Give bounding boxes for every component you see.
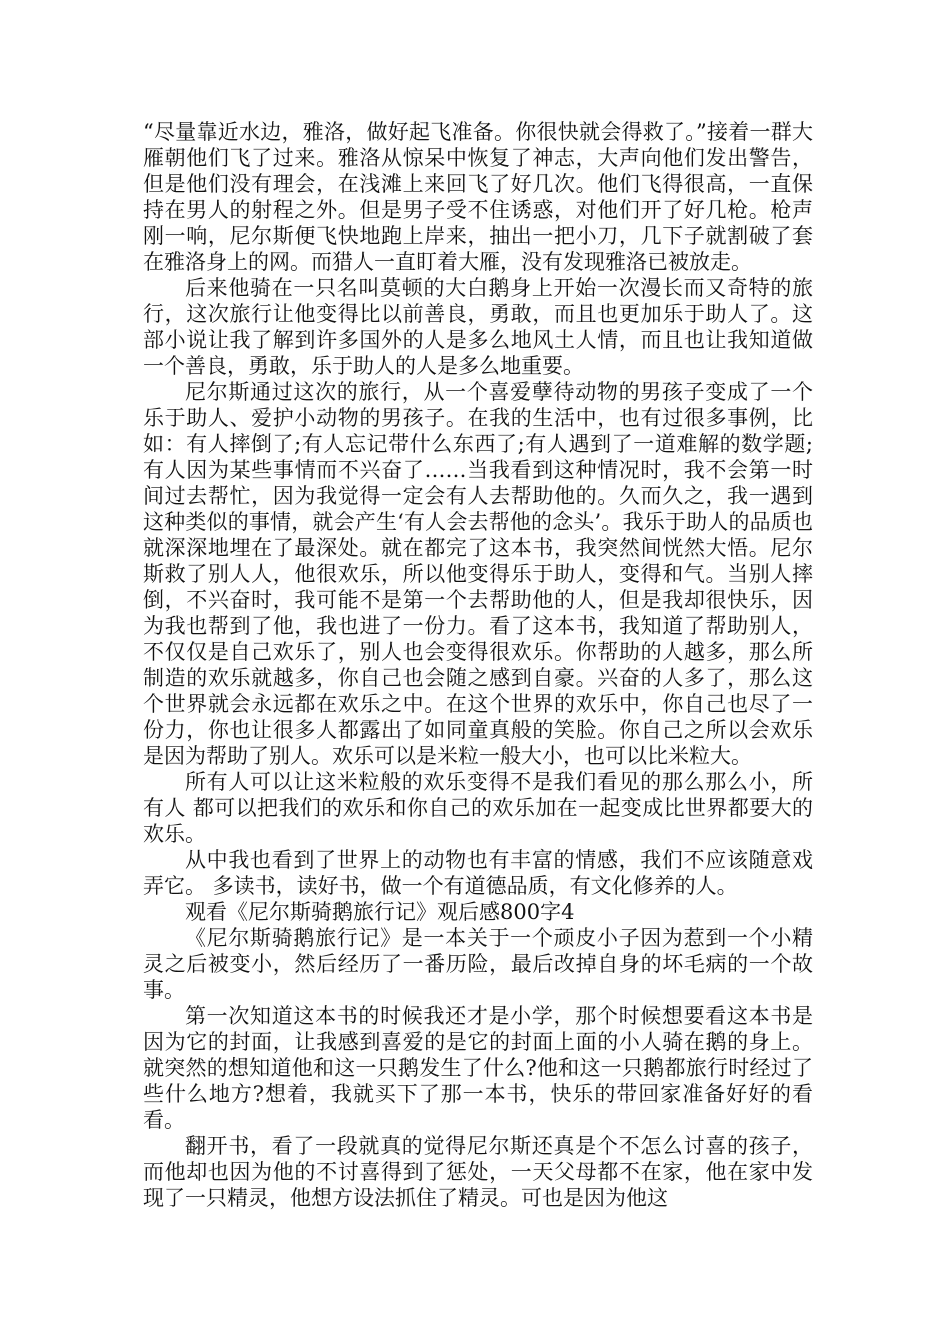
paragraph-3: 尼尔斯通过这次的旅行，从一个喜爱孽待动物的男孩子变成了一个乐于助人、爱护小动物的男孩子。在我的生活中，也有过很多事例，比如：有人摔倒了;有人忘记带什么东西了;有人遇到了一道难解的数学题;有人因为某些事情而不兴奋了……当我看到这种情况时，我不会第一时间过去帮忙，因为我觉得一定会有人去帮助他的。久而久之，我一遇到这种类似的事情，就会产生‘有人会去帮他的念头’。我乐于助人的品质也就深深地埋在了最深处。就在都完了这本书，我突然间恍然大悟。尼尔斯救了别人人，他很欢乐，所以他变得乐于助人，变得和气。当别人摔倒，不兴奋时，我可能不是第一个去帮助他的人，但是我却很快乐，因为我也帮到了他，我也进了一份力。看了这本书，我知道了帮助别人，不仅仅是自己欢乐了，别人也会变得很欢乐。你帮助的人越多，那么所制造的欢乐就越多，你自己也会随之感到自豪。兴奋的人多了，那么这个世界就会永远都在欢乐之中。在这个世界的欢乐中，你自己也尽了一份力，你也让很多人都露出了如同童真般的笑脸。你自己之所以会欢乐是因为帮助了别人。欢乐可以是米粒一般大小，也可以比米粒大。 xyxy=(143,380,813,768)
paragraph-4: 所有人可以让这米粒般的欢乐变得不是我们看见的那么那么小，所有人 都可以把我们的欢乐和你自己的欢乐加在一起变成比世界都要大的欢乐。 xyxy=(143,770,813,846)
paragraph-2: 后来他骑在一只名叫莫顿的大白鹅身上开始一次漫长而又奇特的旅行，这次旅行让他变得比以前善良，勇敢，而且也更加乐于助人了。这部小说让我了解到许多国外的人是多么地风土人情，而且也让我知道做一个善良，勇敢，乐于助人的人是多么地重要。 xyxy=(143,276,813,378)
paragraph-1: “尽量靠近水边，雅洛，做好起飞准备。你很快就会得救了。”接着一群大雁朝他们飞了过来。雅洛从惊呆中恢复了神志，大声向他们发出警告，但是他们没有理会，在浅滩上来回飞了好几次。他们飞得很高，一直保持在男人的射程之外。但是男子受不住诱惑，对他们开了好几枪。枪声刚一响，尼尔斯便飞快地跑上岸来，抽出一把小刀，几下子就割破了套在雅洛身上的网。而猎人一直盯着大雁，没有发现雅洛已被放走。 xyxy=(143,120,813,274)
document-body xyxy=(143,119,813,1211)
paragraph-8: 翻开书，看了一段就真的觉得尼尔斯还真是个不怎么讨喜的孩子，而他却也因为他的不讨喜得到了惩处，一天父母都不在家，他在家中发现了一只精灵，他想方设法抓住了精灵。可也是因为他这 xyxy=(143,1134,813,1210)
paragraph-7: 第一次知道这本书的时候我还才是小学，那个时候想要看这本书是因为它的封面，让我感到喜爱的是它的封面上面的小人骑在鹅的身上。就突然的想知道他和这一只鹅发生了什么?他和这一只鹅都旅行时经过了些什么地方?想着，我就买下了那一本书，快乐的带回家准备好好的看看。 xyxy=(143,1004,813,1132)
paragraph-6: 《尼尔斯骑鹅旅行记》是一本关于一个顽皮小子因为惹到一个小精灵之后被变小，然后经历了一番历险，最后改掉自身的坏毛病的一个故事。 xyxy=(143,926,813,1002)
section-heading: 观看《尼尔斯骑鹅旅行记》观后感800字4 xyxy=(185,900,575,924)
paragraph-5: 从中我也看到了世界上的动物也有丰富的情感，我们不应该随意戏弄它。 多读书，读好书，做一个有道德品质，有文化修养的人。 xyxy=(143,848,813,898)
